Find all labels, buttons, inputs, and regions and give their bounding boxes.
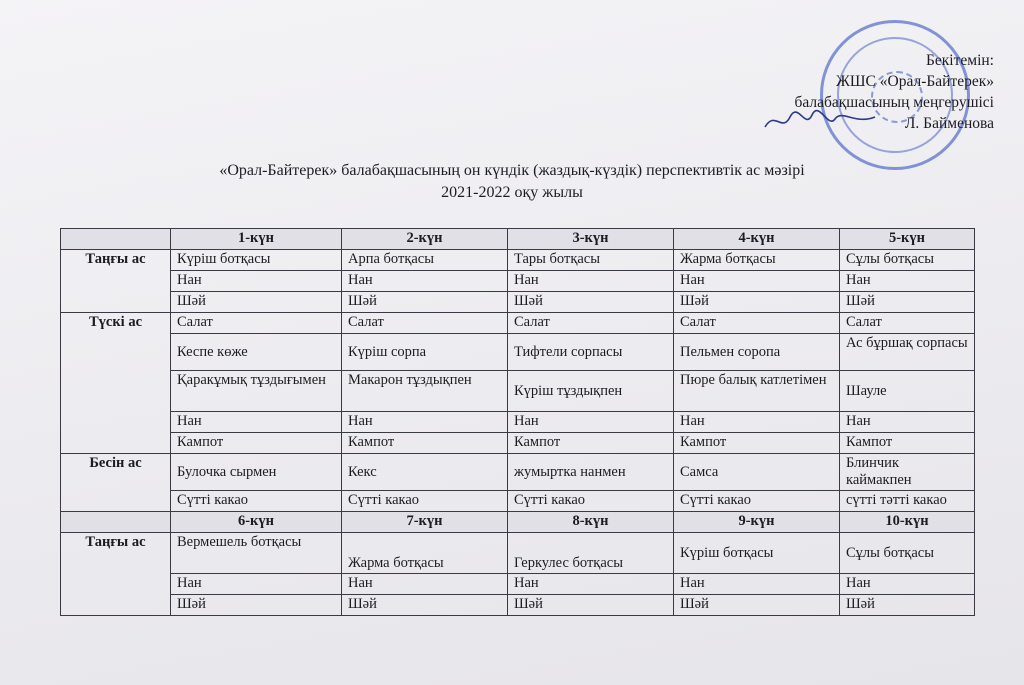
- menu-cell: Шәй: [674, 292, 840, 313]
- day-header: 8-күн: [508, 512, 674, 533]
- menu-cell: Шәй: [508, 595, 674, 616]
- menu-cell: Нан: [342, 412, 508, 433]
- week1-header-row: [61, 229, 975, 250]
- menu-cell: Пюре балық катлетімен: [674, 371, 840, 412]
- menu-cell: Кампот: [342, 433, 508, 454]
- menu-cell: Нан: [674, 271, 840, 292]
- menu-cell: Нан: [840, 271, 975, 292]
- document-heading: [0, 160, 1024, 204]
- table-row: [61, 595, 975, 616]
- day-header: 5-күн: [840, 229, 975, 250]
- menu-cell: Нан: [840, 574, 975, 595]
- table-row: [61, 412, 975, 433]
- menu-cell: Шәй: [171, 595, 342, 616]
- table-row: [61, 454, 975, 491]
- menu-cell: Күріш ботқасы: [674, 533, 840, 574]
- week2-header-row: [61, 512, 975, 533]
- menu-cell: Шәй: [171, 292, 342, 313]
- menu-cell: Жарма ботқасы: [342, 533, 508, 574]
- menu-cell: Нан: [674, 412, 840, 433]
- menu-cell: Жарма ботқасы: [674, 250, 840, 271]
- day-header: 1-күн: [171, 229, 342, 250]
- menu-cell: сүтті тәтті какао: [840, 491, 975, 512]
- menu-cell: Кампот: [508, 433, 674, 454]
- menu-cell: Нан: [508, 271, 674, 292]
- table-row: [61, 292, 975, 313]
- menu-cell: Күріш сорпа: [342, 334, 508, 371]
- approval-block: [724, 50, 994, 134]
- menu-cell: Сүтті какао: [508, 491, 674, 512]
- table-row: [61, 250, 975, 271]
- table-row: [61, 371, 975, 412]
- menu-cell: Геркулес ботқасы: [508, 533, 674, 574]
- day-header: 7-күн: [342, 512, 508, 533]
- menu-cell: Тифтели сорпасы: [508, 334, 674, 371]
- menu-cell: Нан: [508, 574, 674, 595]
- menu-cell: Нан: [674, 574, 840, 595]
- menu-cell: Кампот: [840, 433, 975, 454]
- menu-cell: Ас бұршақ сорпасы: [840, 334, 975, 371]
- menu-cell: Салат: [171, 313, 342, 334]
- menu-cell: Булочка сырмен: [171, 454, 342, 491]
- menu-cell: Блинчик каймакпен: [840, 454, 975, 491]
- menu-cell: Шәй: [342, 292, 508, 313]
- menu-cell: Салат: [342, 313, 508, 334]
- menu-cell: Шауле: [840, 371, 975, 412]
- menu-cell: Шәй: [840, 292, 975, 313]
- menu-cell: Нан: [171, 412, 342, 433]
- document-title: «Орал-Байтерек» балабақшасының он күндік (жаздық-күздік) перспективтік ас мәзірі: [219, 162, 805, 179]
- menu-cell: Пельмен соропа: [674, 334, 840, 371]
- menu-cell: Нан: [840, 412, 975, 433]
- menu-cell: Нан: [508, 412, 674, 433]
- day-header: 10-күн: [840, 512, 975, 533]
- menu-cell: Кампот: [674, 433, 840, 454]
- day-header: 3-күн: [508, 229, 674, 250]
- menu-cell: жумыртка нанмен: [508, 454, 674, 491]
- menu-cell: Сүтті какао: [171, 491, 342, 512]
- menu-cell: Күріш ботқасы: [171, 250, 342, 271]
- menu-cell: Нан: [171, 271, 342, 292]
- meal-label-breakfast: Таңғы ас: [61, 533, 171, 616]
- menu-cell: Салат: [508, 313, 674, 334]
- menu-cell: Сүтті какао: [674, 491, 840, 512]
- menu-cell: Нан: [342, 271, 508, 292]
- menu-cell: Сұлы ботқасы: [840, 250, 975, 271]
- menu-cell: Самса: [674, 454, 840, 491]
- head-position: балабақшасының меңгерушісі: [794, 94, 994, 111]
- meal-label-snack: Бесін ас: [61, 454, 171, 512]
- organization-name: ЖШС «Орал-Байтерек»: [836, 73, 994, 90]
- menu-cell: Нан: [171, 574, 342, 595]
- menu-table: [60, 228, 975, 616]
- menu-cell: Шәй: [342, 595, 508, 616]
- table-row: [61, 334, 975, 371]
- table-row: [61, 313, 975, 334]
- menu-cell: Шәй: [508, 292, 674, 313]
- menu-cell: Күріш тұздықпен: [508, 371, 674, 412]
- head-name: Л. Байменова: [904, 115, 994, 132]
- corner-cell: [61, 229, 171, 250]
- menu-cell: Кампот: [171, 433, 342, 454]
- menu-cell: Нан: [342, 574, 508, 595]
- day-header: 2-күн: [342, 229, 508, 250]
- table-row: [61, 574, 975, 595]
- menu-cell: Вермешель ботқасы: [171, 533, 342, 574]
- menu-cell: Сұлы ботқасы: [840, 533, 975, 574]
- meal-label-lunch: Түскі ас: [61, 313, 171, 454]
- menu-cell: Қаракұмық тұздығымен: [171, 371, 342, 412]
- menu-cell: Кекс: [342, 454, 508, 491]
- menu-cell: Кеспе көже: [171, 334, 342, 371]
- academic-year: 2021-2022 оқу жылы: [441, 184, 583, 201]
- table-row: [61, 491, 975, 512]
- approval-label: Бекітемін:: [926, 52, 994, 69]
- meal-label-breakfast: Таңғы ас: [61, 250, 171, 313]
- menu-cell: Макарон тұздықпен: [342, 371, 508, 412]
- day-header: 4-күн: [674, 229, 840, 250]
- menu-cell: Шәй: [840, 595, 975, 616]
- menu-cell: Салат: [674, 313, 840, 334]
- menu-cell: Салат: [840, 313, 975, 334]
- table-row: [61, 533, 975, 574]
- day-header: 9-күн: [674, 512, 840, 533]
- menu-cell: Арпа ботқасы: [342, 250, 508, 271]
- menu-cell: Тары ботқасы: [508, 250, 674, 271]
- corner-cell: [61, 512, 171, 533]
- table-row: [61, 433, 975, 454]
- day-header: 6-күн: [171, 512, 342, 533]
- menu-cell: Шәй: [674, 595, 840, 616]
- table-row: [61, 271, 975, 292]
- menu-cell: Сүтті какао: [342, 491, 508, 512]
